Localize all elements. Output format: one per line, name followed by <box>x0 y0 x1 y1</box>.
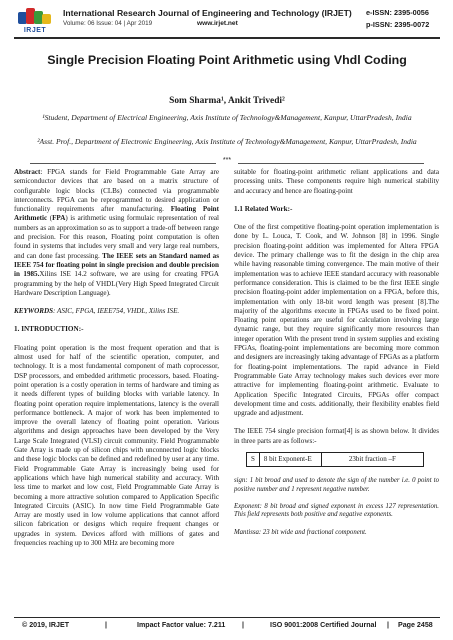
right-column <box>234 168 439 546</box>
exponent-cell: 8 bit Exponent-E <box>259 453 321 467</box>
logo-mark-icon <box>18 8 52 28</box>
abstract-text-4: Xilins ISE 14.2 software, we are using for creating FPGA programming by the help of VHDL(Very High Speed Integrated Circuit Hardware Description Language). <box>14 270 219 297</box>
paper-authors: Som Sharma¹, Ankit Trivedi² <box>169 96 285 106</box>
left-column <box>14 168 219 557</box>
abstract-text-2: ( <box>47 214 53 223</box>
journal-title: International Research Journal of Engineering and Technology (IRJET) <box>63 8 352 18</box>
mantissa-note: Mantissa: 23 bit wide and fractional component. <box>234 528 367 536</box>
affiliation-1: ¹Student, Department of Electrical Engineering, Axis Institute of Technology&Management, Kanpur, UttarPradesh, India <box>42 113 412 122</box>
footer-copyright: © 2019, IRJET <box>22 621 70 629</box>
ieee754-format-table <box>246 452 424 467</box>
divider-stars: *** <box>222 157 232 164</box>
fpa-abbr: FPA <box>52 214 66 223</box>
continued-text: suitable for floating-point arithmetic reliant applications and data processing units. These components require high numerical stability and accuracy and hence are floating-point <box>234 168 439 195</box>
keywords-text: : ASIC, FPGA, IEEE754, VHDL, Xilins ISE. <box>53 307 180 316</box>
footer-separator: | <box>387 621 389 629</box>
exponent-note: Exponent: 8 bit broad and signed exponent in excess 127 representation. This field represents both positive and negative exponents. <box>234 502 439 519</box>
abstract-text-3: ) is arithmetic using formulaic representation of real numbers as an approximation so as to support a trade-off between range and precision. For this reason, Floating point computation is often found in systems that includes very small and very large real numbers, and can done fast processing. <box>14 214 219 260</box>
abstract-label: Abstract <box>14 168 41 176</box>
footer-separator: | <box>242 621 244 629</box>
footer-iso: ISO 9001:2008 Certified Journal <box>270 621 377 629</box>
footer-impact-factor: Impact Factor value: 7.211 <box>137 621 226 629</box>
abstract-text-1: : FPGA stands for Field Programmable Gate Array are semiconductor devices that are based on a matrix structure of configurable logic blocks (CLBs) connected via programmable interconnects. FPGA can be reprogrammed to desired application or functionality requirements after manufacturing. <box>14 168 219 214</box>
pissn: p-ISSN: 2395-0072 <box>366 20 430 29</box>
section-divider <box>30 157 424 168</box>
volume-issue: Volume: 06 Issue: 04 | Apr 2019 <box>63 20 153 27</box>
footer-separator: | <box>105 621 107 629</box>
intro-heading: 1. INTRODUCTION:- <box>14 325 84 334</box>
fraction-cell: 23bit fraction –F <box>321 453 423 467</box>
journal-website[interactable]: www.irjet.net <box>197 20 238 27</box>
logo-text: IRJET <box>23 27 47 34</box>
related-work-text: One of the first competitive floating-point operation implementation is done by L. Louca, T. Cook, and W. Johnson [8] in 1996. Single precision floating-point addition was implemented for Altera FPGA device. The primary challenge was to fit the design in the chip area while having reasonable timing convergence. The main motive of their implementation was to achieve IEEE standard accuracy with reasonable performance consideration. This is claimed to be the first IEEE single precision floating-point adder implementation on a FPGA, before this, implementation with only 18-bit word length was present [8].The majority of the algorithms execute in FPGAs used to be fixed point. Floating point operations are useful for calculation involving large dynamic range, but they require significantly more resources than integer operation With the present trend in system supplies and existing FPGAs, floating-point implementations are becoming more common and designers are increasingly taking advantage of FPGAs as a platform for floating-point implementations. The rapid advance in Field Programmable Gate Array technology makes such devices ever more attractive for implementing floating-point arithmetic. Evaluate to Application Specific Integrated Circuits, FPGAs offer compact development time and costs. additionally, their flexibility enables field upgrade and adjustment. <box>234 223 439 418</box>
sign-cell: S <box>247 453 260 467</box>
footer-rule <box>14 617 440 618</box>
page-footer <box>14 621 440 633</box>
header-rule <box>14 37 440 39</box>
abstract <box>14 168 219 298</box>
related-work-heading: 1.1 Related Work:- <box>234 204 293 213</box>
ieee-format-intro: The IEEE 754 single precision format[4] is as shown below. It divides in three parts are as follows:- <box>234 427 439 445</box>
fpa-term: Floating Point Arithmetic <box>14 205 219 223</box>
affiliation-2: ²Asst. Prof., Department of Electronic Engineering, Axis Institute of Technology&Management, Kanpur, UttarPradesh, India <box>37 137 417 146</box>
journal-logo <box>14 8 56 34</box>
footer-page-number: Page 2458 <box>398 621 433 629</box>
intro-text: Floating point operation is the most frequent operation and that is almost used for half of the scientific operation, computer, and technology. It is a most fundamental component of math coprocessor, DSP processors, and embedded arithmetic processors, based. Floating-point operation is a costly operation in terms of hardware and timing as it needs different types of building blocks with variable latency. In floating point operation require implementations, latency is the overall performance bottleneck. A major of work has been implemented to improve the overall latency of floating point operation. Various algorithms and design approaches have been developed by the Very Large Scale Integrated (VLSI) circuit community. Field Programmable Gate Array is made up of silicon chips with unconnected logic blocks and these logic blocks can be defined and redefined by user at any time. Field Programmable Gate Array is increasingly being used for applications which have high numerical stability and accuracy. With less time to market and low cost, Field Programmable Gate Array is becoming a more attractive solution compared to Application Specific Integrated Circuits (ASIC). In now time Field Programmable Gate Array are mostly used in low volume applications that cannot afford silicon fabrication or designs which require frequent changes or upgrades in system. Devices afford with millions of gates and frequencies reaching up to 300 MHz are becoming more <box>14 343 219 547</box>
ieee-statement: The IEEE sets an Standard named as IEEE 754 for floating point in single precision and double precision in 1985. <box>14 251 219 279</box>
eissn: e-ISSN: 2395-0056 <box>366 8 429 17</box>
journal-header <box>14 7 440 37</box>
keywords-label: KEYWORDS <box>14 307 54 316</box>
keywords <box>14 307 219 316</box>
paper-title: Single Precision Floating Point Arithmetic using Vhdl Coding <box>47 53 407 67</box>
sign-note: sign: 1 bit broad and used to denote the sign of the number i.e. 0 point to positive number and 1 represent negative number. <box>234 477 439 493</box>
